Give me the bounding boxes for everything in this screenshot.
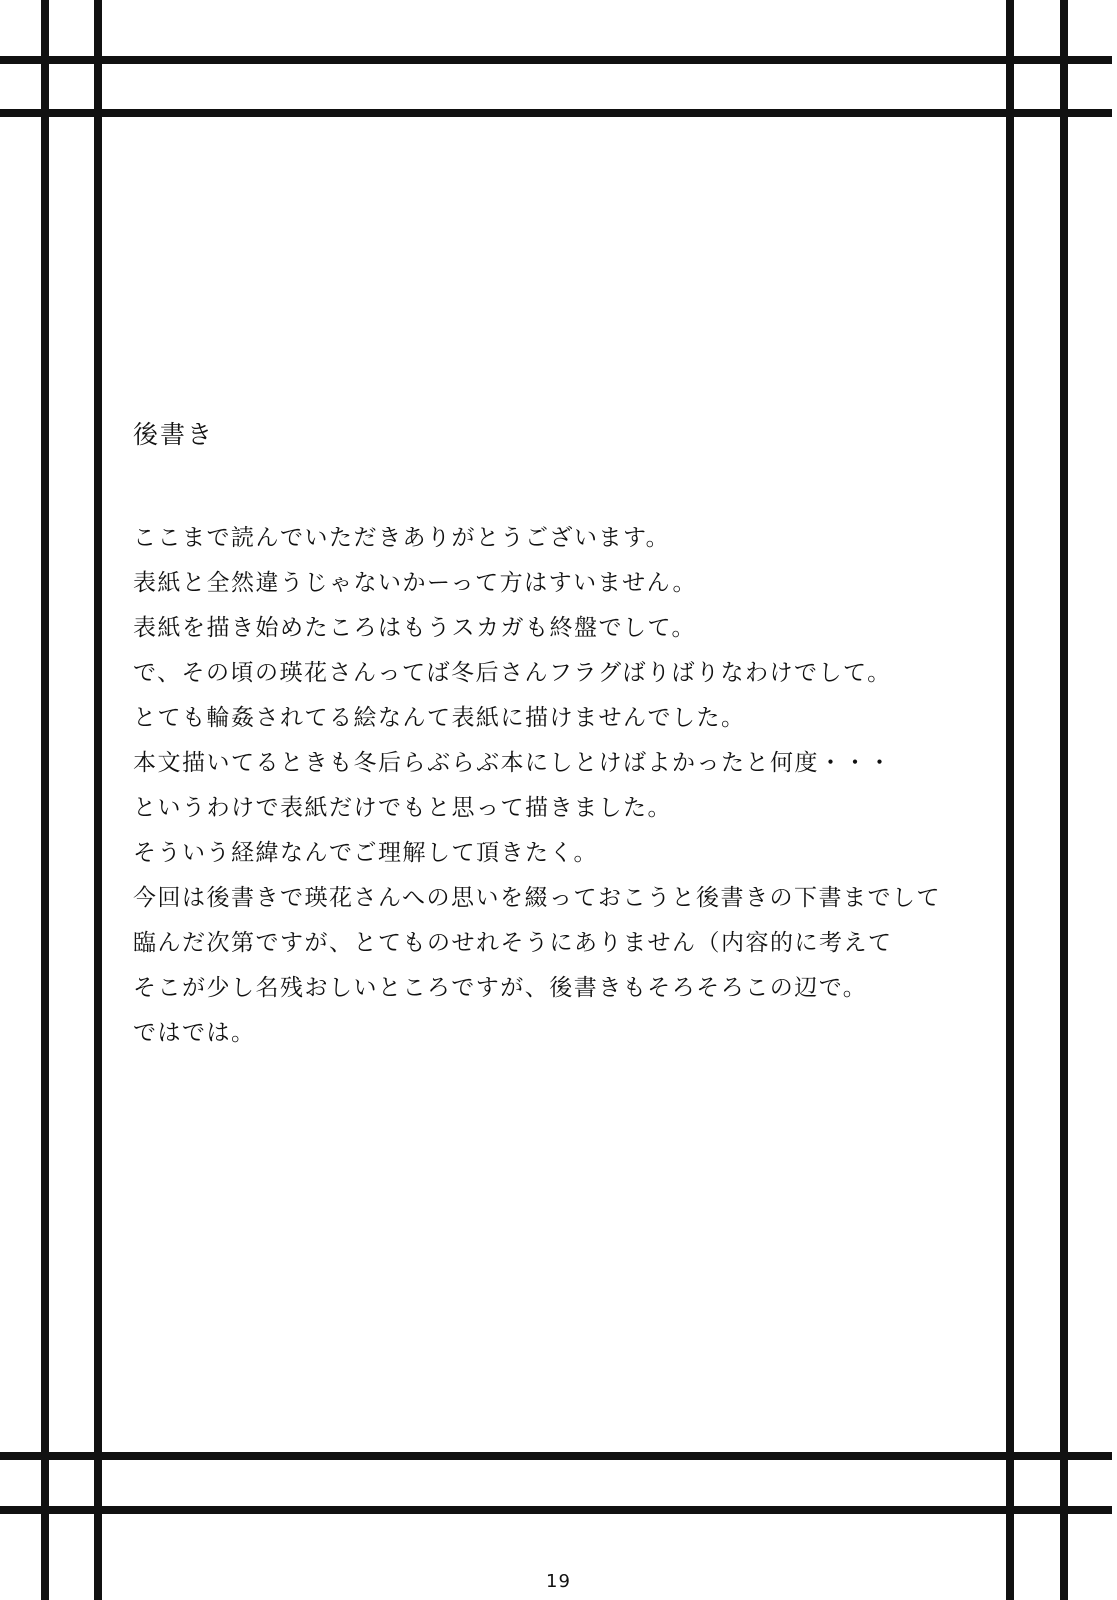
- body-line: 臨んだ次第ですが、とてものせれそうにありません（内容的に考えて: [133, 930, 893, 956]
- body-line: 表紙と全然違うじゃないかーって方はすいません。: [133, 570, 697, 596]
- frame-line-top-outer: [0, 56, 1112, 64]
- frame-line-bottom-outer: [0, 1506, 1112, 1514]
- page-number: 19: [546, 1571, 571, 1592]
- frame-line-left-outer: [41, 0, 49, 1600]
- body-line: 今回は後書きで瑛花さんへの思いを綴っておこうと後書きの下書までして: [133, 885, 942, 911]
- page-title: 後書き: [133, 420, 215, 449]
- body-line: ではでは。: [133, 1020, 256, 1046]
- body-line: 本文描いてるときも冬后らぶらぶ本にしとけばよかったと何度・・・: [133, 750, 893, 776]
- body-line: とても輪姦されてる絵なんて表紙に描けませんでした。: [133, 705, 746, 731]
- frame-line-left-inner: [94, 0, 102, 1600]
- body-line: そこが少し名残おしいところですが、後書きもそろそろこの辺で。: [133, 975, 868, 1001]
- afterword-section: [133, 420, 1013, 1064]
- body-line: ここまで読んでいただきありがとうございます。: [133, 525, 671, 551]
- body-line: そういう経緯なんでご理解して頂きたく。: [133, 840, 599, 866]
- body-line: というわけで表紙だけでもと思って描きました。: [133, 795, 672, 821]
- frame-line-right-outer: [1060, 0, 1068, 1600]
- body-line: 表紙を描き始めたころはもうスカガも終盤でして。: [133, 615, 697, 641]
- frame-line-bottom-inner: [0, 1452, 1112, 1460]
- body-line: で、その頃の瑛花さんってば冬后さんフラグばりばりなわけでして。: [133, 660, 892, 686]
- frame-line-top-inner: [0, 109, 1112, 117]
